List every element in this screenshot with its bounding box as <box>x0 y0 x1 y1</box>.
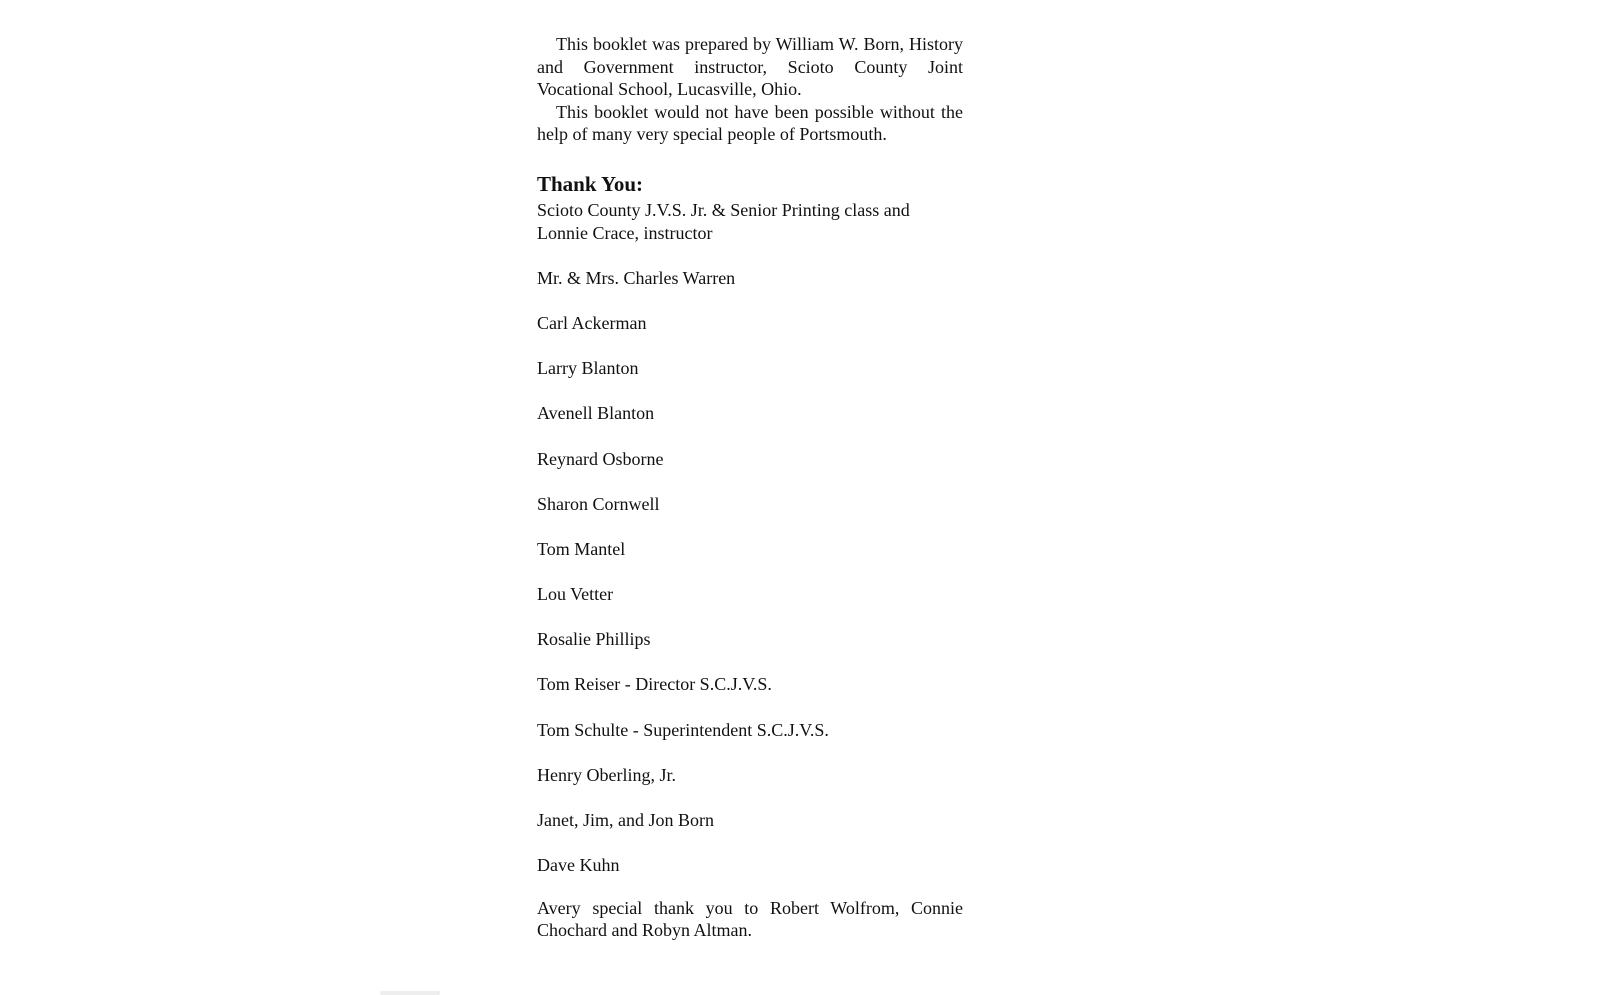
list-item: Lou Vetter <box>537 584 614 605</box>
special-thanks-paragraph: Avery special thank you to Robert Wolfrom, Connie Chochard and Robyn Altman. <box>537 897 963 941</box>
list-item: Tom Schulte - Superintendent S.C.J.V.S. <box>537 719 829 740</box>
list-item: Reynard Osborne <box>537 448 664 469</box>
page-edge-shadow <box>380 991 440 995</box>
thank-you-heading: Thank You: <box>537 171 644 196</box>
intro-paragraph-help: This booklet would not have been possible without the help of many very special people of Portsmouth. <box>537 101 963 145</box>
list-item: Mr. & Mrs. Charles Warren <box>537 267 736 288</box>
list-item: Rosalie Phillips <box>537 629 651 650</box>
acknowledgement-list <box>537 267 963 877</box>
list-item: Larry Blanton <box>537 358 639 379</box>
list-item: Henry Oberling, Jr. <box>537 764 676 785</box>
list-item: Avenell Blanton <box>537 403 655 424</box>
list-item: Sharon Cornwell <box>537 493 660 514</box>
printing-class-credit: Scioto County J.V.S. Jr. & Senior Printing class and Lonnie Crace, instructor <box>537 199 910 243</box>
list-item: Carl Ackerman <box>537 312 647 333</box>
list-item: Dave Kuhn <box>537 855 620 876</box>
list-item: Tom Reiser - Director S.C.J.V.S. <box>537 674 772 695</box>
list-item: Tom Mantel <box>537 538 626 559</box>
list-item: Janet, Jim, and Jon Born <box>537 810 714 830</box>
intro-paragraph-preparer: This booklet was prepared by William W. Born, History and Government instructor, Scioto County Joint Vocational School, Lucasville, Ohio. <box>537 34 963 100</box>
booklet-page <box>537 33 963 942</box>
